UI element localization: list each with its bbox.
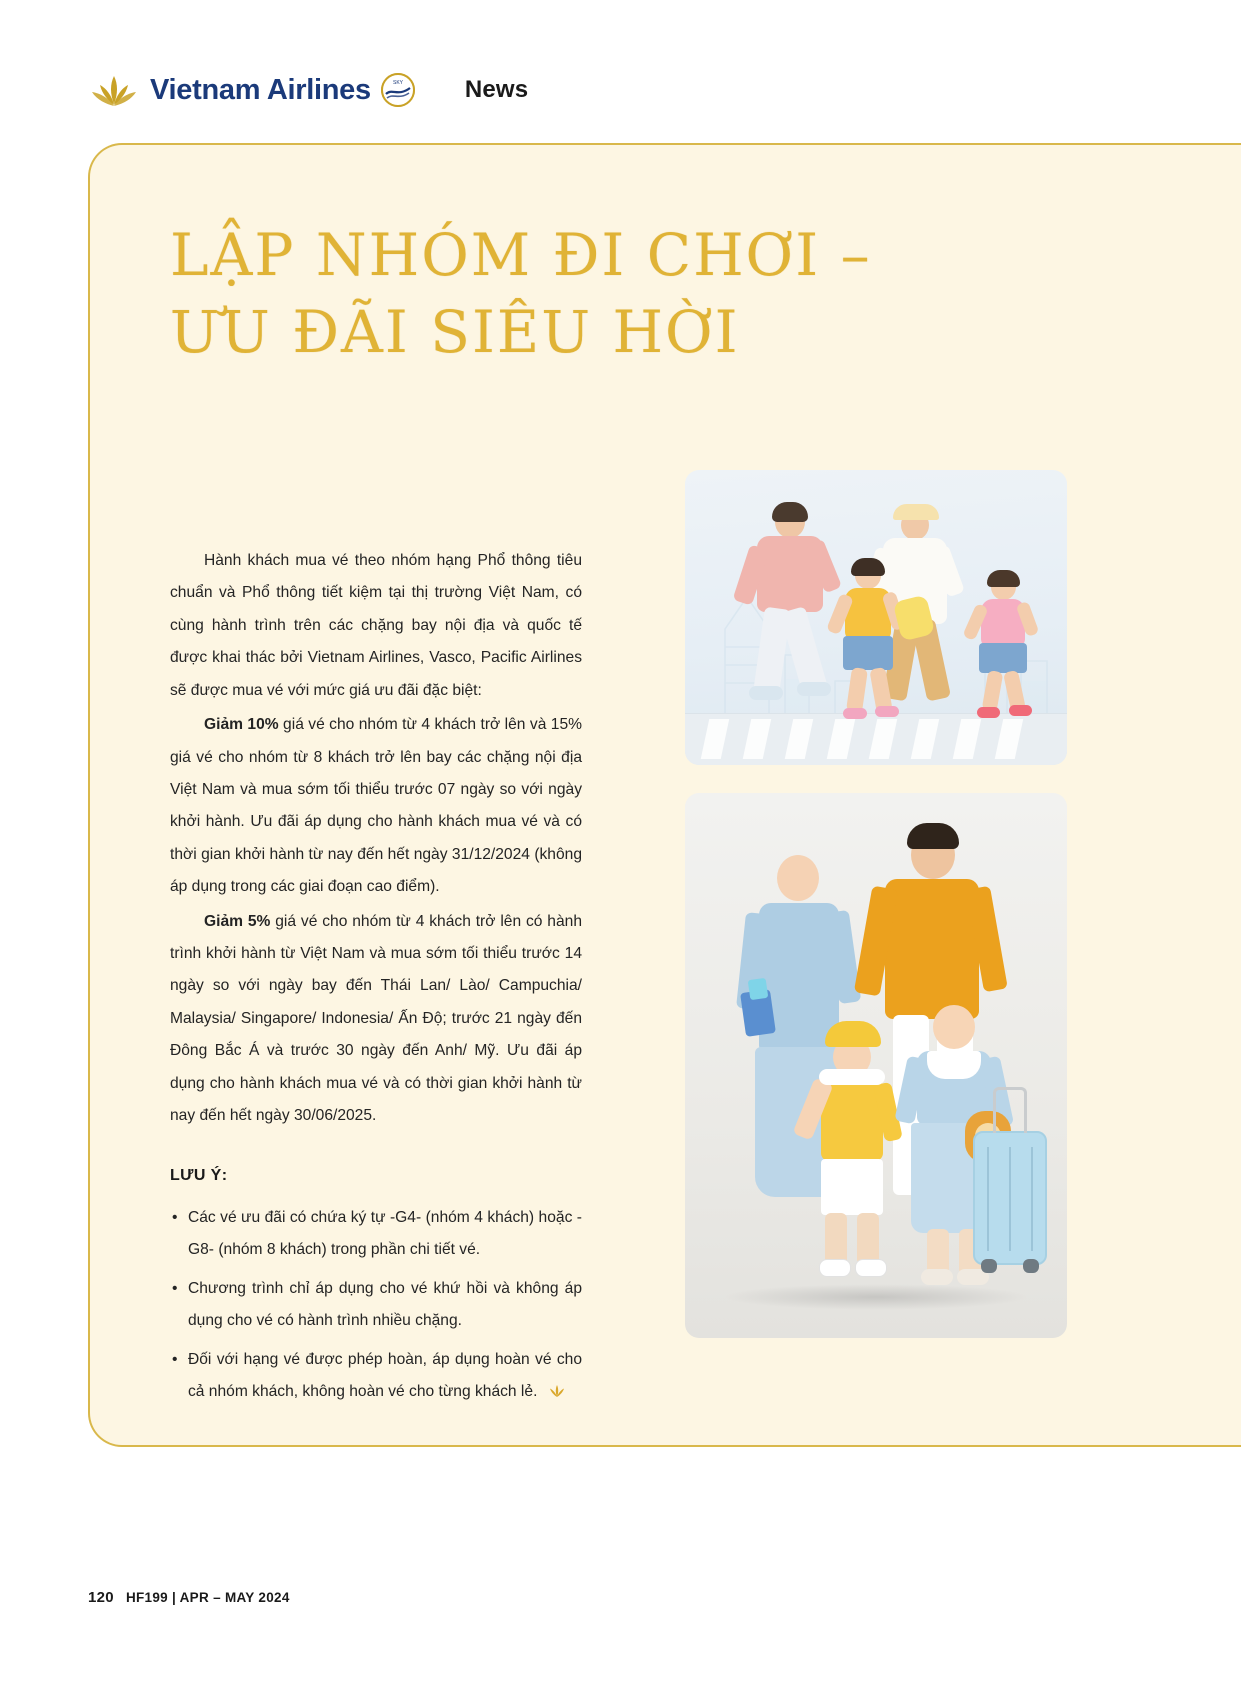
- offer-2-text: giá vé cho nhóm từ 4 khách trở lên có hành trình khởi hành từ Việt Nam và mua sớm tối thiểu trước 14 ngày so với ngày bay đến Thái Lan/ Lào/ Campuchia/ Malaysia/ Singapore/ Indonesia/ Ấn Độ; trước 21 ngày đến Đông Bắc Á và trước 30 ngày đến Anh/ Mỹ. Ưu đãi áp dụng cho hành khách mua vé và có thời gian khởi hành từ nay đến hết ngày 30/06/2025.: [170, 912, 582, 1125]
- sailor-collar: [927, 1051, 981, 1079]
- list-item: [170, 1344, 582, 1409]
- brand-lockup: [88, 72, 415, 108]
- list-item: • Chương trình chỉ áp dụng cho vé khứ hồi và không áp dụng cho vé có hành trình nhiều chặng.: [170, 1273, 582, 1338]
- paragraph-offer-1: [170, 709, 582, 904]
- list-item-text: Đối với hạng vé được phép hoàn, áp dụng hoàn vé cho cả nhóm khách, không hoàn vé cho từng khách lẻ.: [188, 1350, 582, 1400]
- article-card: [88, 143, 1241, 1447]
- svg-text:SKY: SKY: [392, 80, 403, 86]
- figure-child-1: [831, 562, 911, 730]
- family-running-photo: [685, 470, 1067, 765]
- issue-label: HF199 | APR – MAY 2024: [125, 1590, 290, 1605]
- page-footer: [88, 1589, 290, 1606]
- notes-list: [170, 1202, 582, 1409]
- notes-title: LƯU Ý:: [170, 1166, 228, 1184]
- section-label: News: [464, 76, 529, 103]
- offer-1-text: giá vé cho nhóm từ 4 khách trở lên và 15% giá vé cho nhóm từ 8 khách trở lên bay các chặng nội địa Việt Nam và mua sớm tối thiểu trước 07 ngày so với ngày khởi hành. Ưu đãi áp dụng cho hành khách mua vé và có thời gian khởi hành từ nay đến hết ngày 31/12/2024 (không áp dụng trong các giai đoạn cao điểm).: [170, 716, 582, 896]
- headline-line-2: ƯU ĐÃI SIÊU HỜI: [170, 297, 740, 366]
- offer-1-lead: Giảm 10%: [204, 716, 279, 734]
- headline-line-1: LẬP NHÓM ĐI CHƠI –: [170, 221, 872, 289]
- family-with-suitcase-photo: [685, 793, 1067, 1338]
- suitcase-prop: [973, 1131, 1047, 1265]
- article-body: [170, 545, 582, 1414]
- list-item: • Các vé ưu đãi có chứa ký tự -G4- (nhóm 4 khách) hoặc -G8- (nhóm 8 khách) trong phần chi tiết vé.: [170, 1202, 582, 1267]
- paragraph-offer-2: [170, 906, 582, 1133]
- figure-boy: [803, 1021, 907, 1289]
- suitcase-handle: [993, 1087, 1027, 1133]
- lotus-icon: [88, 72, 140, 108]
- headphones-prop: [819, 1069, 885, 1085]
- page-number: 120: [88, 1589, 114, 1606]
- page-header: [88, 72, 528, 108]
- lotus-end-mark-icon: [547, 1378, 567, 1392]
- skyteam-seal-icon: [381, 73, 415, 107]
- offer-2-lead: Giảm 5%: [204, 912, 271, 930]
- page-title: [170, 217, 930, 370]
- figure-child-2: [967, 574, 1047, 734]
- ticket-prop: [748, 978, 769, 1000]
- paragraph-intro: Hành khách mua vé theo nhóm hạng Phổ thông tiêu chuẩn và Phổ thông tiết kiệm tại thị trường Việt Nam, có cùng hành trình trên các chặng bay nội địa và quốc tế được khai thác bởi Vietnam Airlines, Vasco, Pacific Airlines sẽ được mua vé với mức giá ưu đãi đặc biệt:: [170, 552, 582, 699]
- brand-name: Vietnam Airlines: [150, 73, 371, 106]
